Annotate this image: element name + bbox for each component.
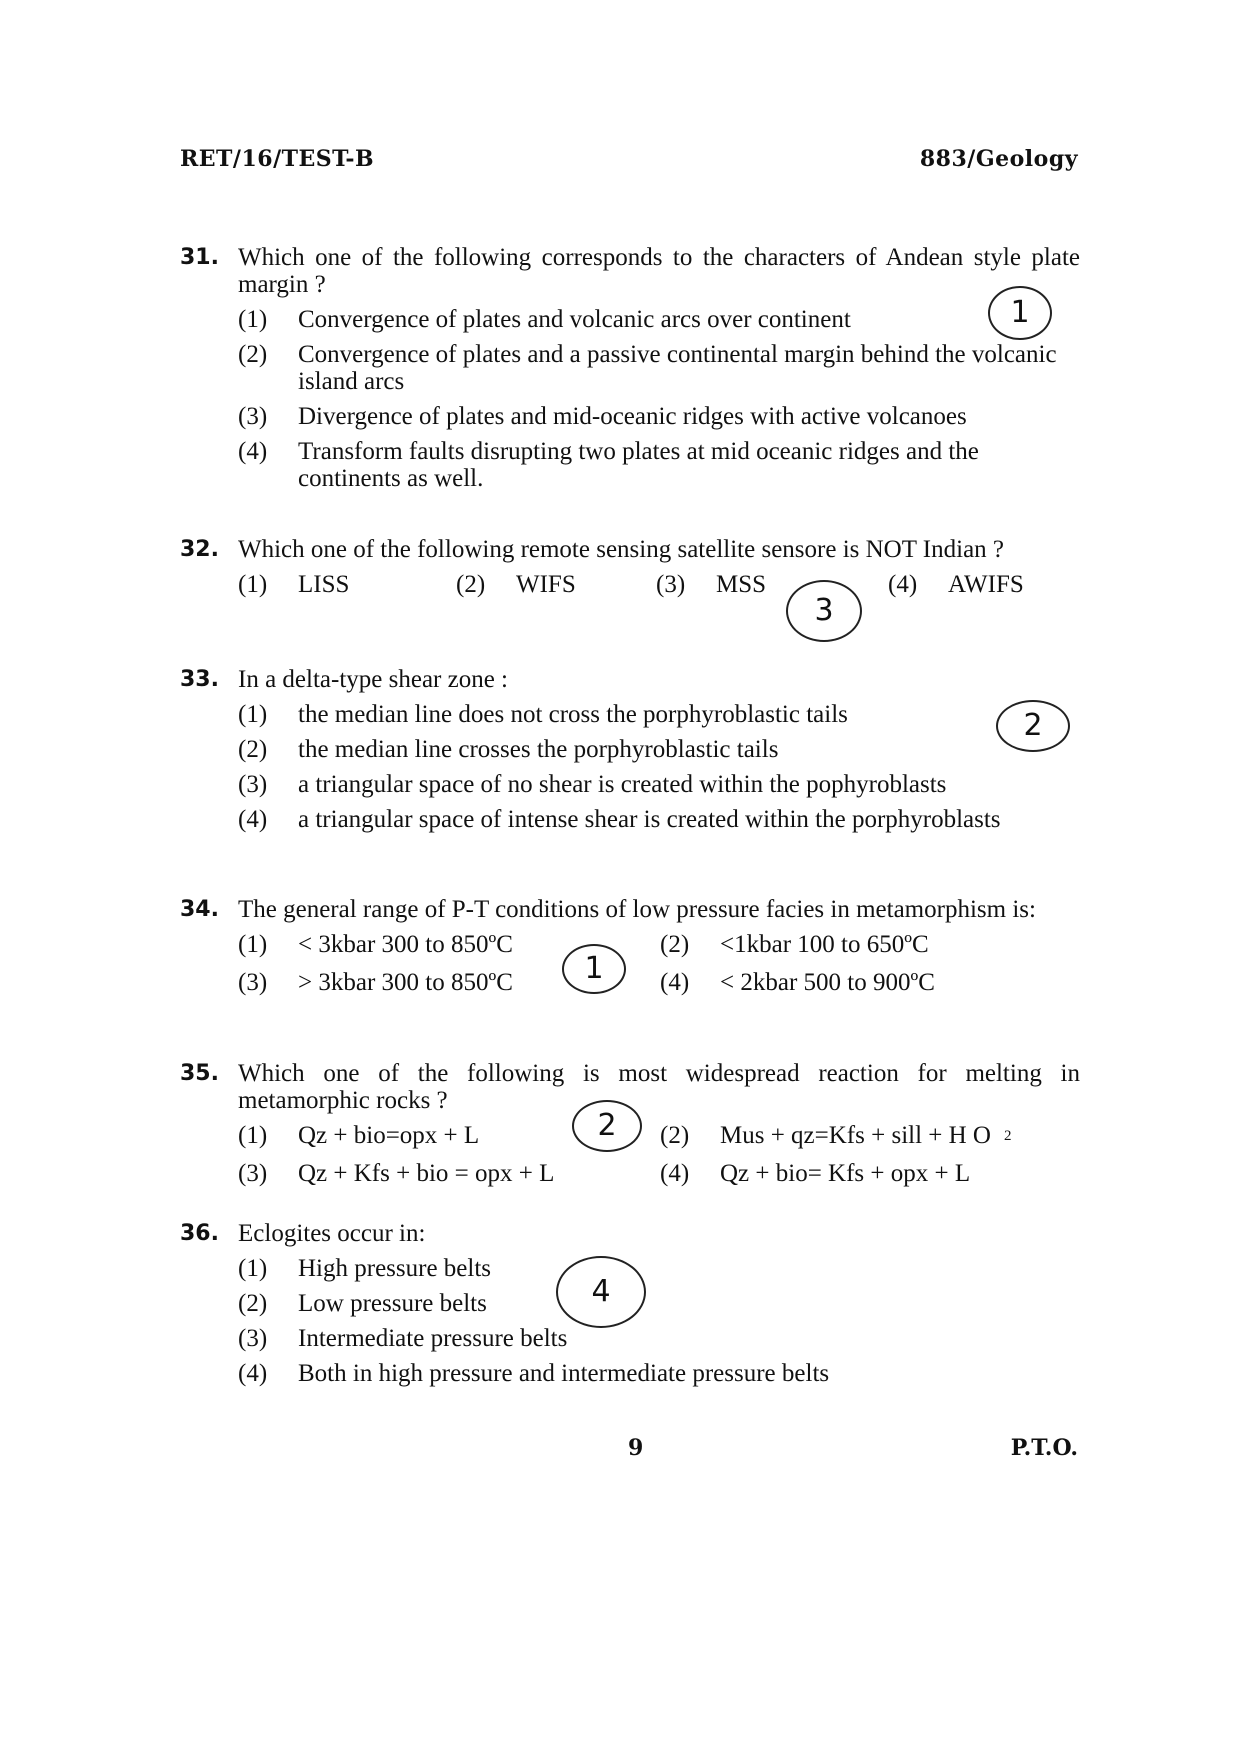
question-33 bbox=[180, 666, 1080, 833]
paper-code: RET/16/TEST-B bbox=[180, 146, 375, 172]
option-4: (4) Both in high pressure and intermediate pressure belts bbox=[238, 1360, 830, 1387]
options-row-1 bbox=[238, 1122, 1080, 1152]
question-text: The general range of P-T conditions of low pressure facies in metamorphism is: bbox=[238, 896, 1036, 923]
option-2: (2) <1kbar 100 to 650ºC bbox=[660, 931, 929, 958]
please-turn-over: P.T.O. bbox=[1010, 1435, 1078, 1461]
option-3: (3) MSS bbox=[656, 571, 767, 598]
question-31 bbox=[180, 244, 1080, 492]
handwritten-answer-mark: 2 bbox=[996, 700, 1070, 752]
question-34 bbox=[180, 896, 1080, 999]
question-number: 33. bbox=[180, 667, 219, 692]
question-number: 31. bbox=[180, 245, 219, 270]
subscript-two: 2 bbox=[1004, 1128, 1012, 1144]
page-number: 9 bbox=[628, 1435, 644, 1461]
options-row-1 bbox=[238, 931, 1080, 961]
option-3: (3) a triangular space of no shear is created within the pophyroblasts bbox=[238, 771, 947, 798]
question-text: Eclogites occur in: bbox=[238, 1220, 426, 1247]
question-text: Which one of the following is most widespread reaction for melting in metamorphic rocks ? bbox=[238, 1060, 1080, 1114]
question-number: 36. bbox=[180, 1221, 219, 1246]
question-32 bbox=[180, 536, 1080, 601]
question-number: 34. bbox=[180, 897, 219, 922]
question-text: In a delta-type shear zone : bbox=[238, 666, 509, 693]
handwritten-answer-mark: 1 bbox=[988, 286, 1052, 340]
option-4: (4) AWIFS bbox=[888, 571, 1024, 598]
option-3: (3) Qz + Kfs + bio = opx + L bbox=[238, 1160, 555, 1187]
option-2: (2) WIFS bbox=[456, 571, 576, 598]
option-4: (4) Qz + bio= Kfs + opx + L bbox=[660, 1160, 971, 1187]
option-1: (1) Qz + bio=opx + L bbox=[238, 1122, 480, 1149]
handwritten-answer-mark: 3 bbox=[786, 580, 862, 642]
option-3: (3) > 3kbar 300 to 850ºC bbox=[238, 969, 513, 996]
option-4: (4) Transform faults disrupting two plates at mid oceanic ridges and the continents as well. bbox=[238, 438, 979, 492]
question-number: 32. bbox=[180, 537, 219, 562]
question-number: 35. bbox=[180, 1061, 219, 1086]
option-3: (3) Divergence of plates and mid-oceanic ridges with active volcanoes bbox=[238, 403, 967, 430]
option-4: (4) < 2kbar 500 to 900ºC bbox=[660, 969, 935, 996]
option-4: (4) a triangular space of intense shear is created within the porphyroblasts bbox=[238, 806, 1001, 833]
subject-code: 883/Geology bbox=[919, 146, 1078, 172]
option-2: (2) the median line crosses the porphyroblastic tails bbox=[238, 736, 779, 763]
option-2: (2) Mus + qz=Kfs + sill + H O bbox=[660, 1122, 991, 1149]
handwritten-answer-mark: 1 bbox=[562, 944, 626, 994]
handwritten-answer-mark: 2 bbox=[572, 1100, 642, 1152]
option-1: (1) < 3kbar 300 to 850ºC bbox=[238, 931, 513, 958]
options-row-2 bbox=[238, 969, 1080, 999]
option-2: (2) Convergence of plates and a passive continental margin behind the volcanic island arcs bbox=[238, 341, 1057, 395]
option-3: (3) Intermediate pressure belts bbox=[238, 1325, 568, 1352]
options-row bbox=[238, 571, 1080, 601]
option-2: (2) Low pressure belts bbox=[238, 1290, 487, 1317]
option-1: (1) Convergence of plates and volcanic arcs over continent bbox=[238, 306, 851, 333]
options-row-2 bbox=[238, 1160, 1080, 1190]
option-1: (1) the median line does not cross the porphyroblastic tails bbox=[238, 701, 848, 728]
option-1: (1) High pressure belts bbox=[238, 1255, 492, 1282]
option-1: (1) LISS bbox=[238, 571, 350, 598]
question-text: Which one of the following remote sensing satellite sensore is NOT Indian ? bbox=[238, 536, 1005, 563]
handwritten-answer-mark: 4 bbox=[556, 1256, 646, 1328]
question-text: Which one of the following corresponds to the characters of Andean style plate margin ? bbox=[238, 244, 1080, 298]
